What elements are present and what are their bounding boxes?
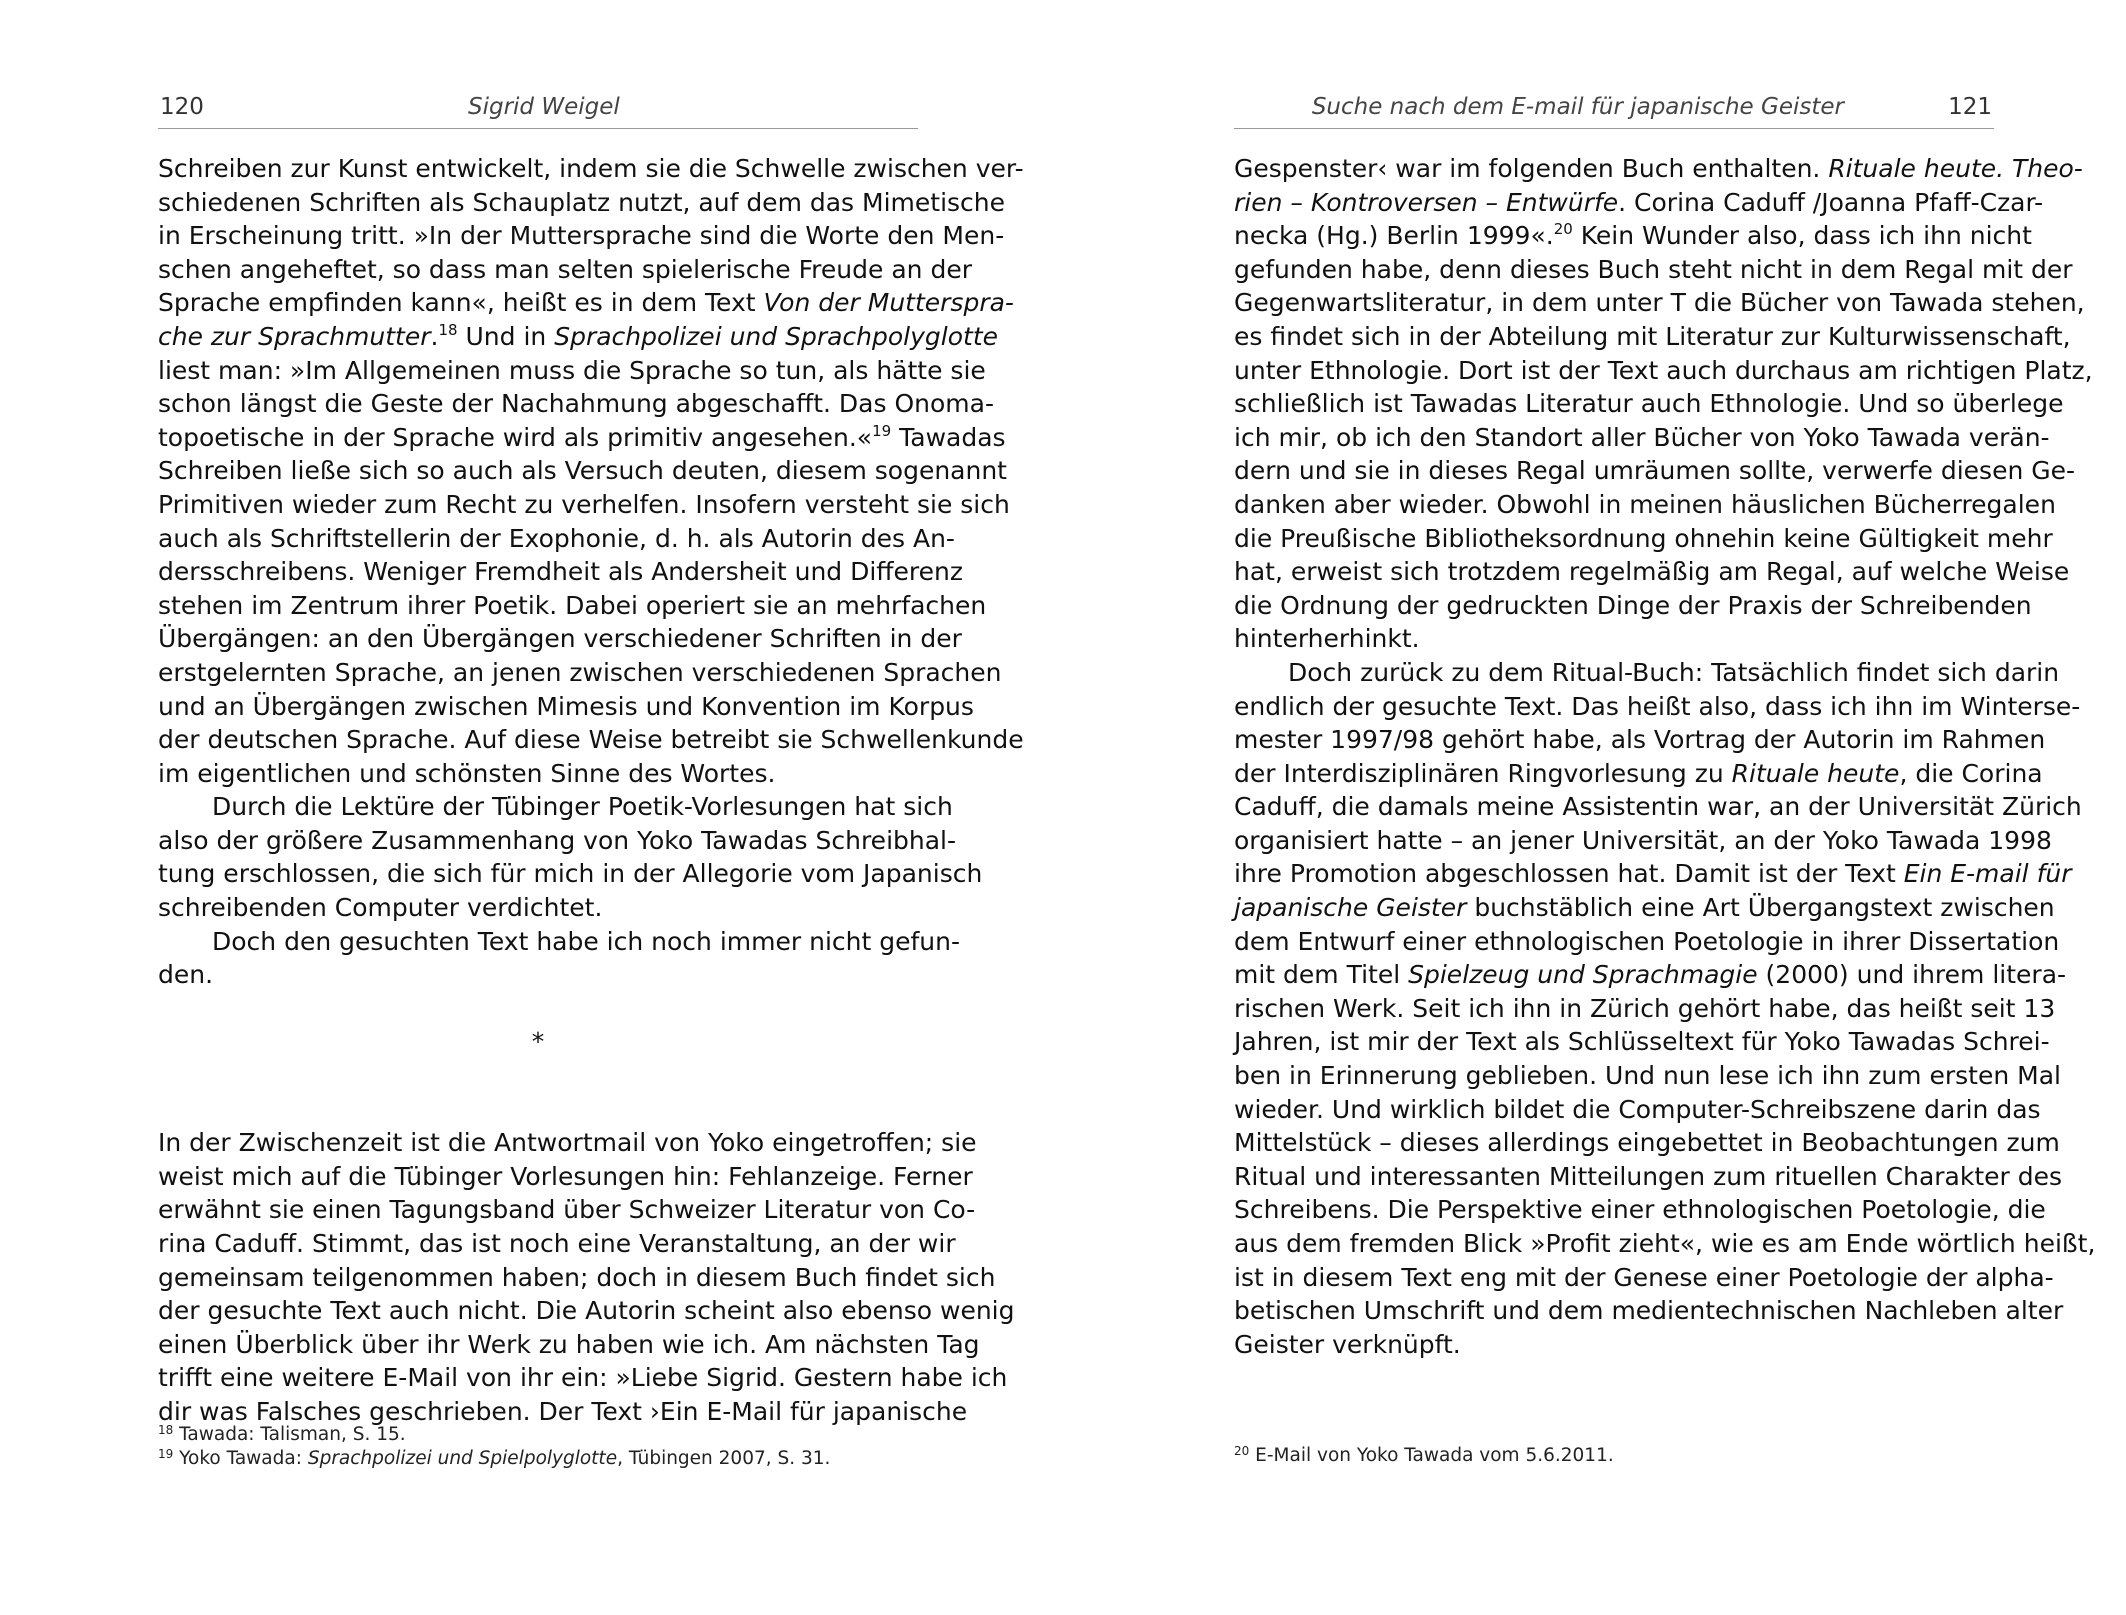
text-run: die Preußische Bibliotheksordnung ohnehin keine Gültigkeit mehr — [1234, 523, 2053, 553]
footnotes — [158, 1423, 918, 1471]
text-run: betischen Umschrift und dem medientechnischen Nachleben alter — [1234, 1296, 2064, 1326]
text-run: trifft eine weitere E-Mail von ihr ein: »Liebe Sigrid. Gestern habe ich — [158, 1363, 1008, 1393]
text-run: dir was Falsches geschrieben. Der Text ›Ein E-Mail für japanische — [158, 1396, 968, 1426]
text-line — [158, 656, 1002, 690]
text-line — [158, 354, 986, 388]
text-run: liest man: »Im Allgemeinen muss die Sprache so tun, als hätte sie — [158, 355, 986, 385]
text-run: Und in — [457, 321, 555, 351]
text-run: . — [430, 321, 439, 351]
text-line — [158, 690, 974, 724]
text-run: der Interdisziplinären Ringvorlesung zu — [1234, 758, 1732, 788]
text-run: dersschreibens. Weniger Fremdheit als Andersheit und Differenz — [158, 557, 963, 587]
italic-text: Sprachpolizei und Sprachpolyglotte — [554, 321, 999, 351]
body-text — [158, 152, 1024, 1429]
page-number: 120 — [160, 94, 204, 120]
italic-text: Von der Mutterspra- — [763, 288, 1014, 318]
italic-text: Ein E-mail für — [1903, 859, 2072, 889]
text-run: Doch den gesuchten Text habe ich noch immer nicht gefun- — [212, 926, 960, 956]
text-line — [158, 857, 983, 891]
text-run: mit dem Titel — [1234, 960, 1409, 990]
text-run: der deutschen Sprache. Auf diese Weise betreibt sie Schwellenkunde — [158, 725, 1024, 755]
text-run: schiedenen Schriften als Schauplatz nutzt, auf dem das Mimetische — [158, 187, 1006, 217]
footnote-marker: 18 — [438, 320, 458, 339]
text-run: Jahren, ist mir der Text als Schlüsseltext für Yoko Tawadas Schrei- — [1234, 1027, 2050, 1057]
text-line — [158, 958, 918, 992]
text-run: rina Caduff. Stimmt, das ist noch eine Veranstaltung, an der wir — [158, 1229, 956, 1258]
text-line — [1234, 488, 2056, 522]
text-line — [1234, 186, 2044, 220]
text-line — [158, 790, 953, 824]
text-line — [158, 891, 918, 925]
text-run: die Ordnung der gedruckten Dinge der Praxis der Schreibenden — [1234, 590, 2032, 620]
text-run: mester 1997/98 gehört habe, als Vortrag der Autorin im Rahmen — [1234, 725, 2046, 755]
page-number: 121 — [1948, 94, 1992, 120]
text-run: in Erscheinung tritt. »In der Muttersprache sind die Worte den Men- — [158, 221, 1005, 251]
text-line — [158, 555, 963, 589]
text-line — [158, 454, 1007, 488]
footnote-text: Yoko Tawada: — [179, 1448, 308, 1469]
text-line — [158, 824, 957, 858]
text-line — [158, 286, 1014, 320]
text-line — [1234, 589, 2032, 623]
text-line — [1234, 1193, 2046, 1227]
text-line — [1234, 757, 2043, 791]
text-run: endlich der gesuchte Text. Das heißt also, dass ich ihn im Winterse- — [1234, 691, 2081, 721]
text-line — [1234, 1126, 2060, 1160]
text-run: Caduff, die damals meine Assistentin war, an der Universität Zürich — [1234, 792, 2082, 822]
text-run: Durch die Lektüre der Tübinger Poetik-Vorlesungen hat sich — [212, 792, 953, 822]
running-head — [158, 88, 918, 129]
text-run: weist mich auf die Tübinger Vorlesungen hin: Fehlanzeige. Ferner — [158, 1161, 973, 1191]
text-line — [1234, 790, 2082, 824]
footnote — [158, 1423, 918, 1447]
text-line — [158, 1025, 918, 1059]
text-run: hat, erweist sich trotzdem regelmäßig am Regal, auf welche Weise — [1234, 557, 2070, 587]
text-run: Tawadas — [891, 422, 1006, 452]
text-run: (2000) und ihrem litera- — [1757, 960, 2067, 990]
text-run: ben in Erinnerung geblieben. Und nun lese ich ihn zum ersten Mal — [1234, 1061, 2061, 1091]
text-run: ich mir, ob ich den Standort aller Bücher von Yoko Tawada verän- — [1234, 422, 2050, 452]
text-line — [1234, 1160, 2063, 1194]
text-line — [158, 1160, 973, 1194]
text-line — [158, 1227, 956, 1261]
text-line — [1234, 354, 2093, 388]
text-line — [158, 522, 955, 556]
text-run: danken aber wieder. Obwohl in meinen häuslichen Bücherregalen — [1234, 489, 2056, 519]
text-run: necka (Hg.) Berlin 1999«. — [1234, 221, 1554, 251]
text-run: Primitiven wieder zum Recht zu verhelfen. Insofern versteht sie sich — [158, 489, 1010, 519]
text-line — [1234, 152, 2083, 186]
text-line — [158, 925, 960, 959]
text-line — [158, 320, 999, 354]
footnote-marker: 20 — [1553, 220, 1573, 239]
text-line — [158, 186, 1006, 220]
text-line — [1234, 522, 2053, 556]
text-line — [1234, 925, 2060, 959]
text-line — [158, 421, 1006, 455]
text-line — [1234, 958, 2067, 992]
text-line — [158, 992, 918, 1026]
text-run: Ritual und interessanten Mitteilungen zum rituellen Charakter des — [1234, 1161, 2063, 1191]
text-run: erwähnt sie einen Tagungsband über Schweizer Literatur von Co- — [158, 1195, 976, 1225]
footnote-number: 20 — [1234, 1444, 1250, 1458]
text-line — [158, 1126, 977, 1160]
text-line — [1234, 387, 2064, 421]
text-line — [1234, 320, 2071, 354]
text-run: rischen Werk. Seit ich ihn in Zürich gehört habe, das heißt seit 13 — [1234, 993, 2056, 1023]
text-line — [158, 1328, 980, 1362]
text-run: aus dem fremden Blick »Profit zieht«, wie es am Ende wörtlich heißt, — [1234, 1229, 2096, 1258]
text-run: ihre Promotion abgeschlossen hat. Damit ist der Text — [1234, 859, 1904, 889]
footnote-number: 19 — [158, 1447, 174, 1461]
text-line — [158, 253, 972, 287]
text-run: Schreiben zur Kunst entwickelt, indem sie die Schwelle zwischen ver- — [158, 154, 1024, 183]
text-run: Übergängen: an den Übergängen verschiedener Schriften in der — [158, 624, 962, 654]
text-line — [158, 1059, 918, 1093]
footnote-text: E-Mail von Yoko Tawada vom 5.6.2011. — [1255, 1445, 1614, 1466]
text-line — [158, 757, 918, 791]
text-line — [158, 589, 987, 623]
italic-text: Rituale heute. Theo- — [1828, 154, 2083, 183]
italic-text: Rituale heute — [1731, 758, 1900, 788]
text-line — [158, 1361, 1008, 1395]
text-line — [1234, 1025, 2050, 1059]
text-run: erstgelernten Sprache, an jenen zwischen verschiedenen Sprachen — [158, 657, 1002, 687]
text-run: dern und sie in dieses Regal umräumen sollte, verwerfe diesen Ge- — [1234, 456, 2076, 486]
text-run: gefunden habe, denn dieses Buch steht nicht in dem Regal mit der — [1234, 254, 2073, 284]
italic-text: che zur Sprachmutter — [158, 321, 431, 351]
text-line — [1234, 253, 2073, 287]
text-line — [1234, 219, 2032, 253]
text-line — [1234, 656, 2060, 690]
text-run: und an Übergängen zwischen Mimesis und Konvention im Korpus — [158, 691, 974, 721]
text-run: Geister verknüpft. — [1234, 1329, 1461, 1359]
text-run: schen angeheftet, so dass man selten spielerische Freude an der — [158, 254, 972, 284]
text-line — [158, 1093, 918, 1127]
text-run: ist in diesem Text eng mit der Genese einer Poetologie der alpha- — [1234, 1262, 2054, 1292]
text-line — [158, 387, 994, 421]
text-run: einen Überblick über ihr Werk zu haben wie ich. Am nächsten Tag — [158, 1329, 980, 1359]
text-line — [1234, 622, 1994, 656]
text-line — [158, 622, 962, 656]
text-run: schon längst die Geste der Nachahmung abgeschafft. Das Onoma- — [158, 389, 994, 419]
text-run: Mittelstück – dieses allerdings eingebettet in Beobachtungen zum — [1234, 1128, 2060, 1158]
text-run: Kein Wunder also, dass ich ihn nicht — [1572, 221, 2032, 251]
text-run: Schreibens. Die Perspektive einer ethnologischen Poetologie, die — [1234, 1195, 2046, 1225]
text-run: der gesuchte Text auch nicht. Die Autorin scheint also ebenso wenig — [158, 1296, 1015, 1326]
text-run: topoetische in der Sprache wird als primitiv angesehen.« — [158, 422, 873, 452]
italic-text: rien – Kontroversen – Entwürfe — [1234, 187, 1619, 217]
text-run: wieder. Und wirklich bildet die Computer-Schreibszene darin das — [1234, 1094, 2041, 1124]
text-line — [158, 488, 1010, 522]
running-title: Suche nach dem E-mail für japanische Geister — [1311, 94, 1844, 120]
text-run: . Corina Caduff /Joanna Pfaff-Czar- — [1618, 187, 2044, 217]
body-text — [1234, 152, 2096, 1361]
text-run: In der Zwischenzeit ist die Antwortmail von Yoko eingetroffen; sie — [158, 1128, 977, 1158]
text-line — [1234, 1093, 2041, 1127]
text-run: auch als Schriftstellerin der Exophonie, d. h. als Autorin des An- — [158, 523, 955, 553]
text-line — [1234, 286, 2085, 320]
footnote-marker: 19 — [872, 421, 892, 440]
footnote-italic: Sprachpolizei und Spielpolyglotte — [307, 1448, 618, 1469]
text-run: * — [531, 1027, 545, 1057]
text-line — [1234, 690, 2081, 724]
text-line — [1234, 1227, 2096, 1261]
text-run: also der größere Zusammenhang von Yoko Tawadas Schreibhal- — [158, 825, 957, 855]
text-line — [1234, 723, 2046, 757]
text-line — [158, 1261, 996, 1295]
text-run: organisiert hatte – an jener Universität, an der Yoko Tawada 1998 — [1234, 825, 2052, 855]
footnote-text: Tawada: Talisman, S. 15. — [179, 1424, 406, 1445]
text-line — [1234, 555, 2070, 589]
running-head — [1234, 88, 1994, 129]
text-run: Schreiben ließe sich so auch als Versuch deuten, diesem sogenannt — [158, 456, 1007, 486]
text-line — [1234, 824, 2052, 858]
text-run: Sprache empfinden kann«, heißt es in dem Text — [158, 288, 764, 318]
footnotes — [1234, 1444, 1994, 1468]
text-run: Gegenwartsliteratur, in dem unter T die Bücher von Tawada stehen, — [1234, 288, 2085, 318]
text-run: Doch zurück zu dem Ritual-Buch: Tatsächlich findet sich darin — [1288, 657, 2060, 687]
text-run: , die Corina — [1899, 758, 2043, 788]
text-line — [1234, 1294, 2064, 1328]
text-run: buchstäblich eine Art Übergangstext zwischen — [1466, 893, 2055, 923]
text-line — [158, 152, 1024, 186]
running-title: Sigrid Weigel — [468, 94, 620, 120]
footnote-number: 18 — [158, 1423, 174, 1437]
text-line — [158, 1294, 1015, 1328]
footnote — [158, 1447, 918, 1471]
text-line — [1234, 857, 2072, 891]
italic-text: Spielzeug und Sprachmagie — [1408, 960, 1758, 990]
footnote-text: , Tübingen 2007, S. 31. — [617, 1448, 831, 1469]
italic-text: japanische Geister — [1234, 893, 1467, 923]
text-line — [158, 219, 1005, 253]
text-run: hinterherhinkt. — [1234, 624, 1420, 654]
text-line — [1234, 1059, 2061, 1093]
text-run: stehen im Zentrum ihrer Poetik. Dabei operiert sie an mehrfachen — [158, 590, 987, 620]
text-run: gemeinsam teilgenommen haben; doch in diesem Buch findet sich — [158, 1262, 996, 1292]
text-line — [1234, 891, 2055, 925]
text-run: im eigentlichen und schönsten Sinne des Wortes. — [158, 758, 776, 788]
text-line — [1234, 454, 2076, 488]
text-run: schließlich ist Tawadas Literatur auch Ethnologie. Und so überlege — [1234, 389, 2064, 419]
text-line — [1234, 1261, 2054, 1295]
text-line — [158, 1193, 976, 1227]
text-run: es findet sich in der Abteilung mit Literatur zur Kulturwissenschaft, — [1234, 321, 2071, 351]
text-line — [1234, 421, 2050, 455]
text-line — [158, 723, 1024, 757]
text-run: schreibenden Computer verdichtet. — [158, 893, 603, 923]
text-line — [1234, 1328, 1994, 1362]
text-line — [1234, 992, 2056, 1026]
text-run: unter Ethnologie. Dort ist der Text auch durchaus am richtigen Platz, — [1234, 355, 2093, 385]
text-run: Gespenster‹ war im folgenden Buch enthalten. — [1234, 154, 1829, 183]
footnote — [1234, 1444, 1994, 1468]
text-run: tung erschlossen, die sich für mich in der Allegorie vom Japanisch — [158, 859, 983, 889]
text-run: dem Entwurf einer ethnologischen Poetologie in ihrer Dissertation — [1234, 926, 2060, 956]
text-run: den. — [158, 960, 214, 990]
